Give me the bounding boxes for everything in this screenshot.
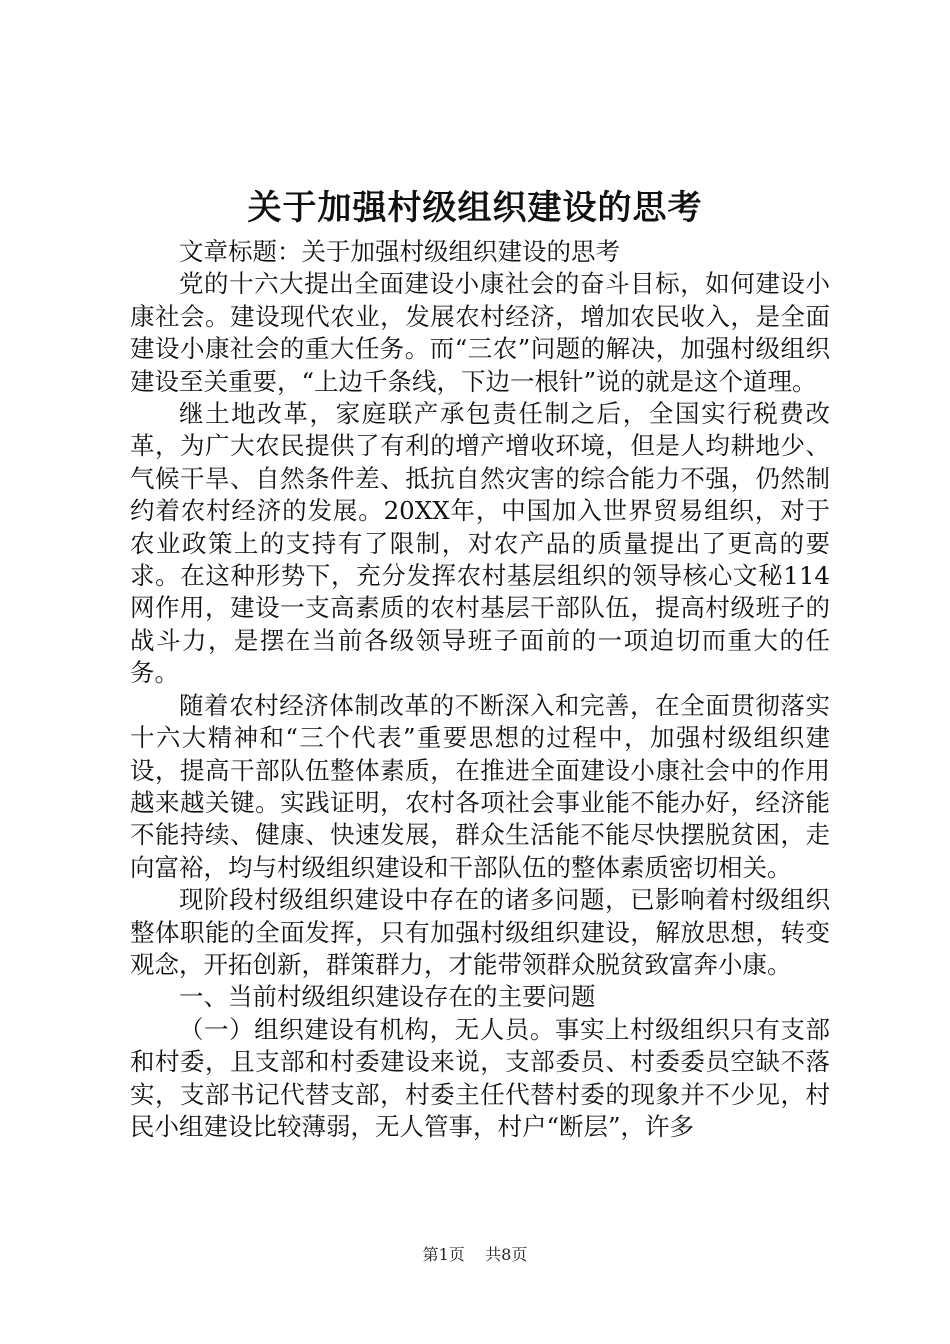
- page-footer: [0, 1243, 950, 1267]
- page-number: 第1页: [422, 1245, 465, 1264]
- paragraph: 党的十六大提出全面建设小康社会的奋斗目标，如何建设小康社会。建设现代农业，发展农村经济，增加农民收入，是全面建设小康社会的重大任务。而“三农”问题的解决，加强村级组织建设至关重要，“上边千条线，下边一根针”说的就是这个道理。: [130, 269, 830, 396]
- page-total: 共8页: [485, 1245, 528, 1264]
- document-body: [130, 236, 830, 1143]
- paragraph: 现阶段村级组织建设中存在的诸多问题，已影响着村级组织整体职能的全面发挥，只有加强村级组织建设，解放思想，转变观念，开拓创新，群策群力，才能带领群众脱贫致富奔小康。: [130, 885, 830, 979]
- paragraph: （一）组织建设有机构，无人员。事实上村级组织只有支部和村委，且支部和村委建设来说，支部委员、村委委员空缺不落实，支部书记代替支部，村委主任代替村委的现象并不少见，村民小组建设比较薄弱，无人管事，村户“断层”，许多: [130, 1014, 830, 1141]
- document-title: 关于加强村级组织建设的思考: [247, 188, 703, 228]
- paragraph: 随着农村经济体制改革的不断深入和完善，在全面贯彻落实十六大精神和“三个代表”重要思想的过程中，加强村级组织建设，提高干部队伍整体素质，在推进全面建设小康社会中的作用越来越关键。实践证明，农村各项社会事业能不能办好，经济能不能持续、健康、快速发展，群众生活能不能尽快摆脱贫困，走向富裕，均与村级组织建设和干部队伍的整体素质密切相关。: [130, 690, 830, 882]
- paragraph: 继土地改革，家庭联产承包责任制之后，全国实行税费改革，为广大农民提供了有利的增产增收环境，但是人均耕地少、气候干旱、自然条件差、抵抗自然灾害的综合能力不强，仍然制约着农村经济的发展。20XX年，中国加入世界贸易组织，对于农业政策上的支持有了限制，对农产品的质量提出了更高的要求。在这种形势下，充分发挥农村基层组织的领导核心文秘114网作用，建设一支高素质的农村基层干部队伍，提高村级班子的战斗力，是摆在当前各级领导班子面前的一项迫切而重大的任务。: [130, 399, 830, 688]
- article-title-line: 文章标题：关于加强村级组织建设的思考: [179, 237, 620, 266]
- section-heading: 一、当前村级组织建设存在的主要问题: [179, 982, 596, 1012]
- footer-spacer: [470, 1245, 480, 1264]
